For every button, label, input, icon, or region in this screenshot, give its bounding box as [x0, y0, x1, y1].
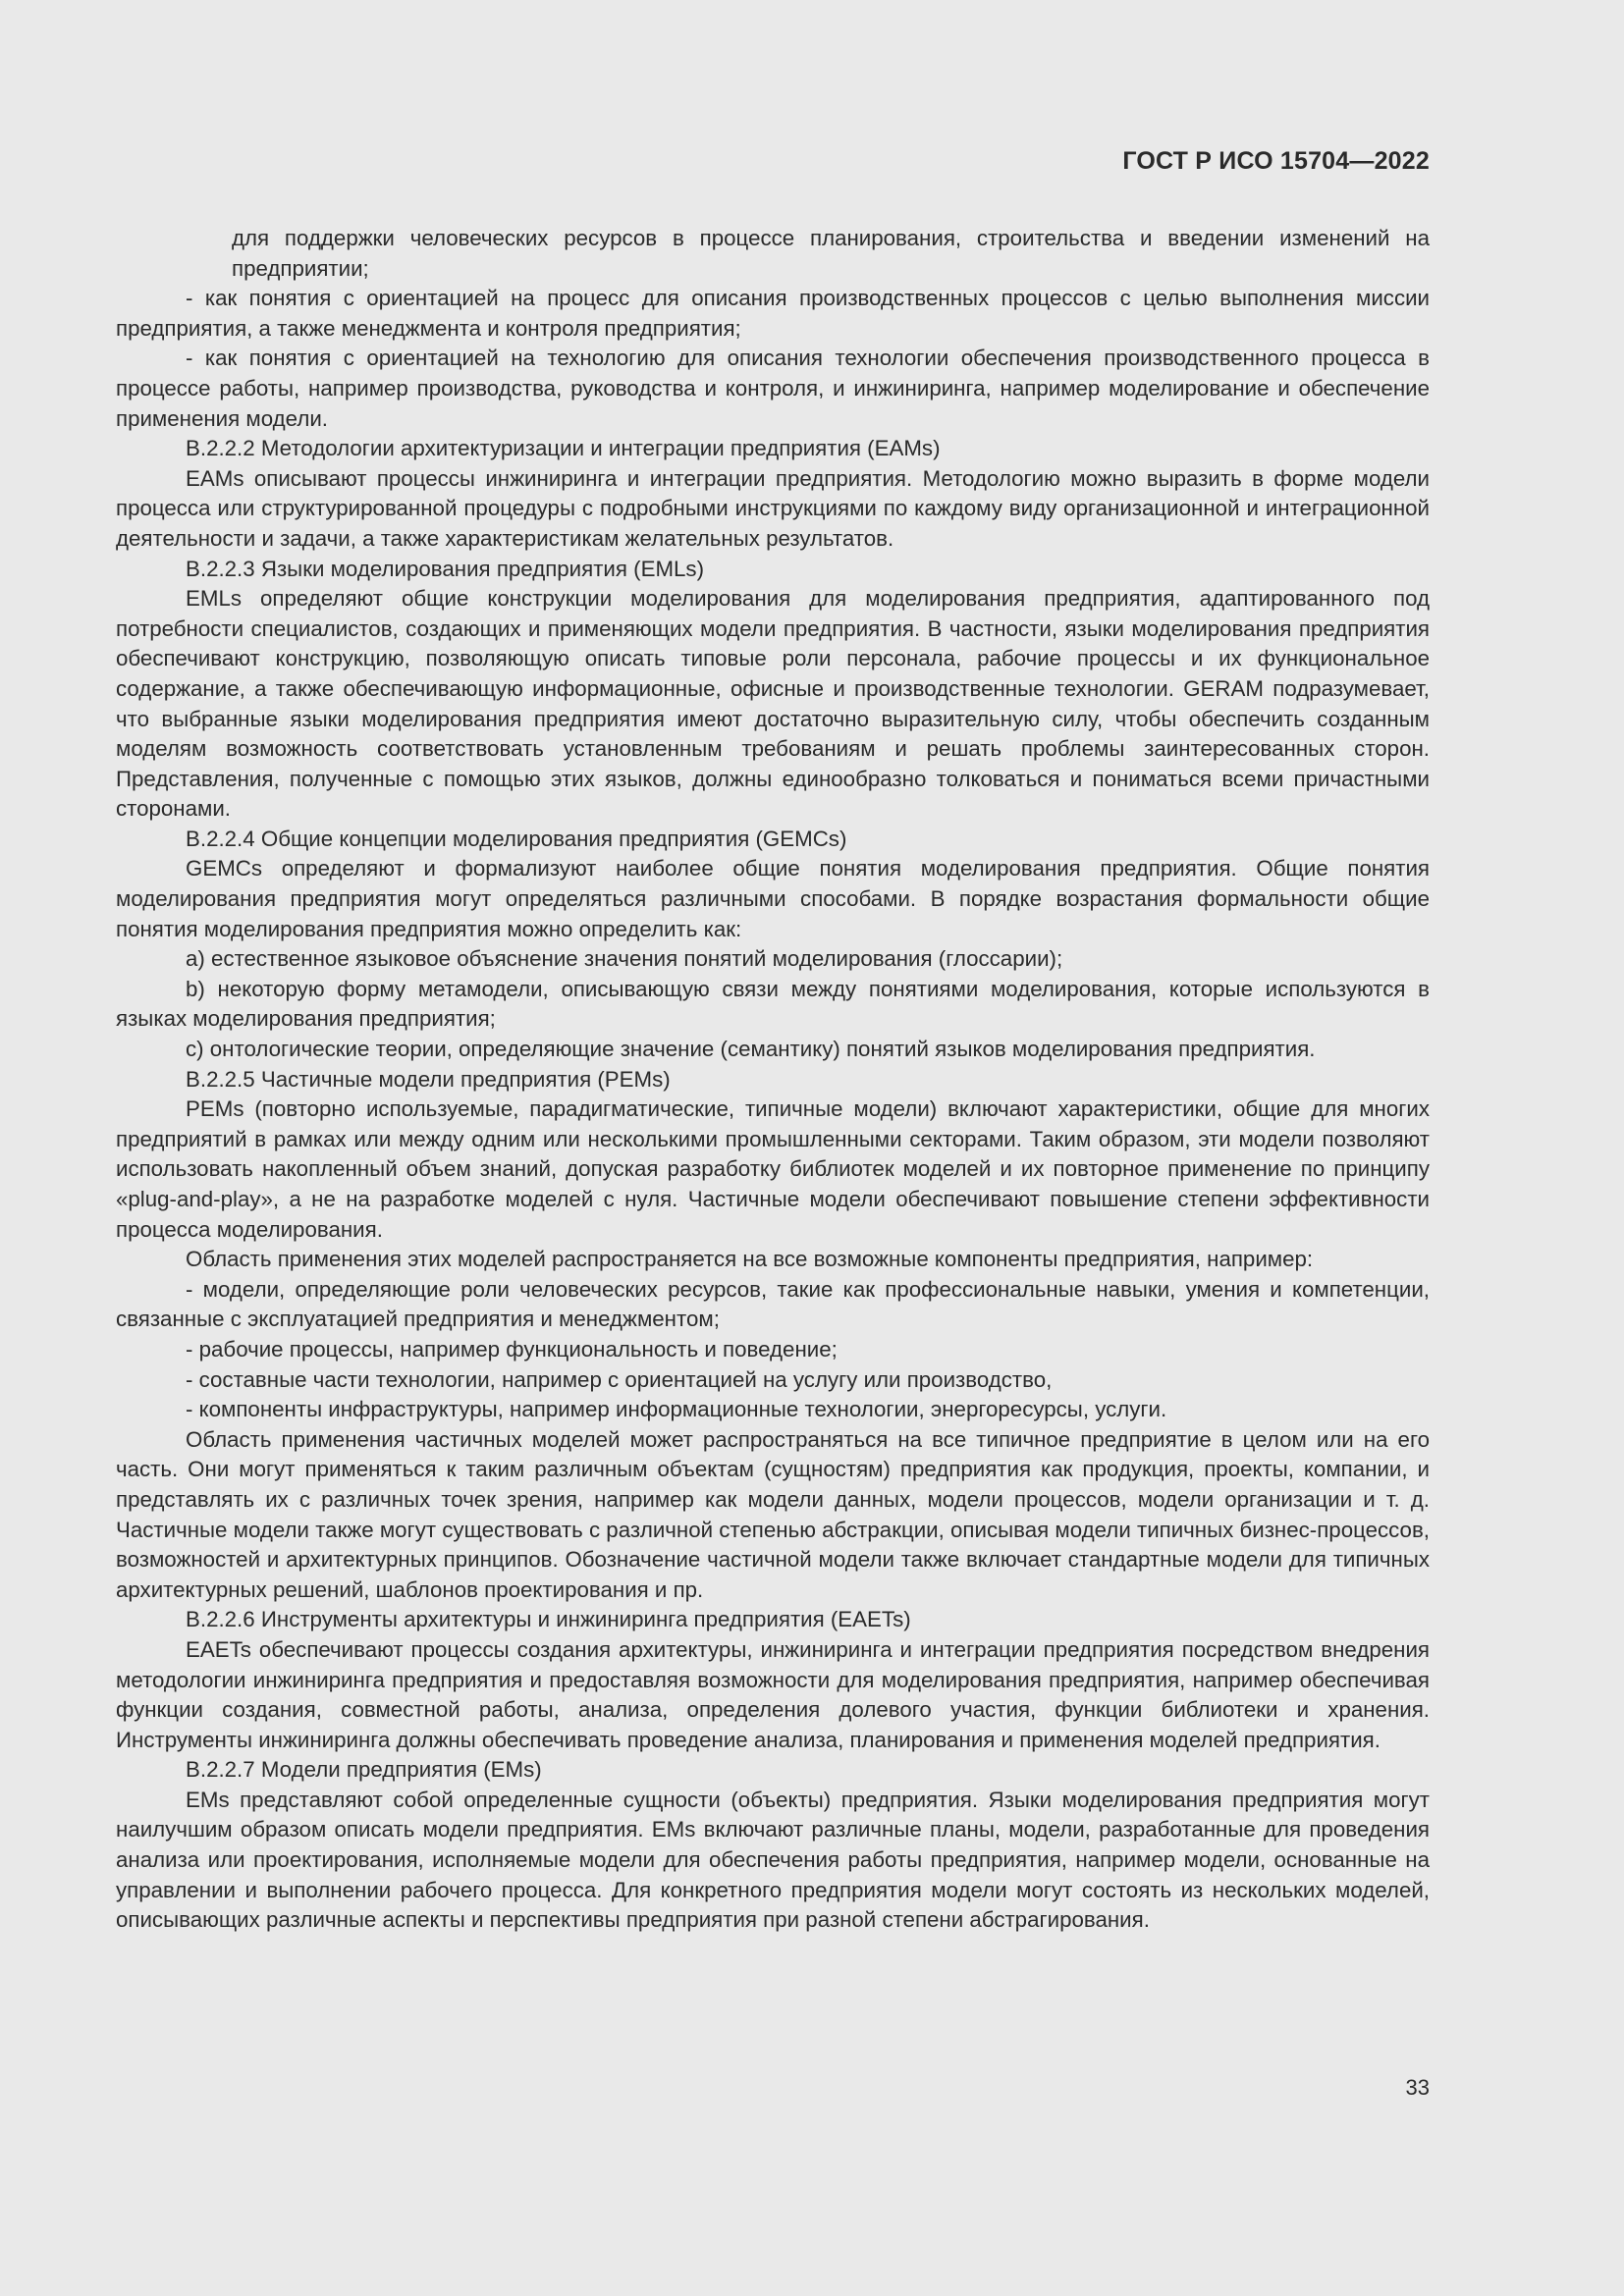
section-heading: B.2.2.5 Частичные модели предприятия (PEMs) [186, 1066, 671, 1092]
paragraph: EAETs обеспечивают процессы создания архитектуры, инжиниринга и интеграции предприятия посредством внедрения методологии инжиниринга предприятия и предоставляя возможности для моделирования предприятия, например обеспечивая функции создания, совместной работы, анализа, определения долевого участия, функции библиотеки и хранения. Инструменты инжиниринга должны обеспечивать проведение анализа, планирования и применения моделей предприятия. [116, 1636, 1430, 1752]
paragraph: - модели, определяющие роли человеческих ресурсов, такие как профессиональные навыки, умения и компетенции, связанные с эксплуатацией предприятия и менеджментом; [116, 1276, 1430, 1332]
paragraph: b) некоторую форму метамодели, описывающую связи между понятиями моделирования, которые используются в языках моделирования предприятия; [116, 976, 1430, 1032]
paragraph: - составные части технологии, например с ориентацией на услугу или производство, [186, 1366, 1053, 1392]
paragraph: EMLs определяют общие конструкции моделирования для моделирования предприятия, адаптированного под потребности специалистов, создающих и применяющих модели предприятия. В частности, языки моделирования предприятия обеспечивают конструкцию, позволяющую описать типовые роли персонала, рабочие процессы и их функциональное содержание, а также обеспечивающую информационные, офисные и производственные технологии. GERAM подразумевает, что выбранные языки моделирования предприятия имеют достаточно выразительную силу, чтобы обеспечить созданным моделям возможность соответствовать установленным требованиям и решать проблемы заинтересованных сторон. Представления, полученные с помощью этих языков, должны единообразно толковаться и пониматься всеми причастными сторонами. [116, 586, 1430, 822]
paragraph: EAMs описывают процессы инжиниринга и интеграции предприятия. Методологию можно выразить в форме модели процесса или структурированной процедуры с подробными инструкциями по каждому виду организационной и интеграционной деятельности и задачи, а также характеристикам желательных результатов. [116, 465, 1430, 551]
paragraph: PEMs (повторно используемые, парадигматические, типичные модели) включают характеристики, общие для многих предприятий в рамках или между одним или несколькими промышленными секторами. Таким образом, эти модели позволяют использовать накопленный объем знаний, допуская разработку библиотек моделей и их повторное применение по принципу «plug-and-play», а не на разработке моделей с нуля. Частичные модели обеспечивают повышение степени эффективности процесса моделирования. [116, 1096, 1430, 1242]
paragraph: - как понятия с ориентацией на технологию для описания технологии обеспечения производственного процесса в процессе работы, например производства, руководства и контроля, и инжиниринга, например моделирование и обеспечение применения модели. [116, 346, 1430, 431]
section-heading: B.2.2.7 Модели предприятия (EMs) [186, 1757, 542, 1783]
paragraph: a) естественное языковое объяснение значения понятий моделирования (глоссарии); [186, 946, 1063, 972]
section-heading: B.2.2.2 Методологии архитектуризации и интеграции предприятия (EAMs) [186, 436, 941, 461]
page-number: 33 [1405, 2075, 1430, 2100]
paragraph: для поддержки человеческих ресурсов в процессе планирования, строительства и введении изменений на предприятии; [232, 226, 1430, 281]
paragraph: Область применения этих моделей распространяется на все возможные компоненты предприятия, например: [186, 1247, 1314, 1272]
document-header: ГОСТ Р ИСО 15704—2022 [1122, 147, 1430, 175]
paragraph: - как понятия с ориентацией на процесс для описания производственных процессов с целью выполнения миссии предприятия, а также менеджмента и контроля предприятия; [116, 286, 1430, 341]
paragraph: - компоненты инфраструктуры, например информационные технологии, энергоресурсы, услуги. [186, 1397, 1167, 1422]
body-text [116, 224, 1430, 1936]
section-heading: B.2.2.4 Общие концепции моделирования предприятия (GEMCs) [186, 826, 847, 851]
paragraph: - рабочие процессы, например функциональность и поведение; [186, 1336, 838, 1362]
paragraph: EMs представляют собой определенные сущности (объекты) предприятия. Языки моделирования предприятия могут наилучшим образом описать модели предприятия. EMs включают различные планы, модели, разработанные для проведения анализа или проектирования, исполняемые модели для обеспечения работы предприятия, например модели, основанные на управлении и выполнении рабочего процесса. Для конкретного предприятия модели могут состоять из нескольких моделей, описывающих различные аспекты и перспективы предприятия при разной степени абстрагирования. [116, 1787, 1430, 1933]
paragraph: Область применения частичных моделей может распространяться на все типичное предприятие в целом или на его часть. Они могут применяться к таким различным объектам (сущностям) предприятия как продукция, проекты, компании, и представлять их с различных точек зрения, например как модели данных, модели процессов, модели организации и т. д. Частичные модели также могут существовать с различной степенью абстракции, описывая модели типичных бизнес-процессов, возможностей и архитектурных принципов. Обозначение частичной модели также включает стандартные модели для типичных архитектурных решений, шаблонов проектирования и пр. [116, 1426, 1430, 1602]
paragraph: GEMCs определяют и формализуют наиболее общие понятия моделирования предприятия. Общие понятия моделирования предприятия могут определяться различными способами. В порядке возрастания формальности общие понятия моделирования предприятия можно определить как: [116, 856, 1430, 941]
paragraph: c) онтологические теории, определяющие значение (семантику) понятий языков моделирования предприятия. [186, 1037, 1316, 1062]
section-heading: B.2.2.3 Языки моделирования предприятия (EMLs) [186, 556, 704, 581]
section-heading: B.2.2.6 Инструменты архитектуры и инжиниринга предприятия (EAETs) [186, 1607, 911, 1632]
